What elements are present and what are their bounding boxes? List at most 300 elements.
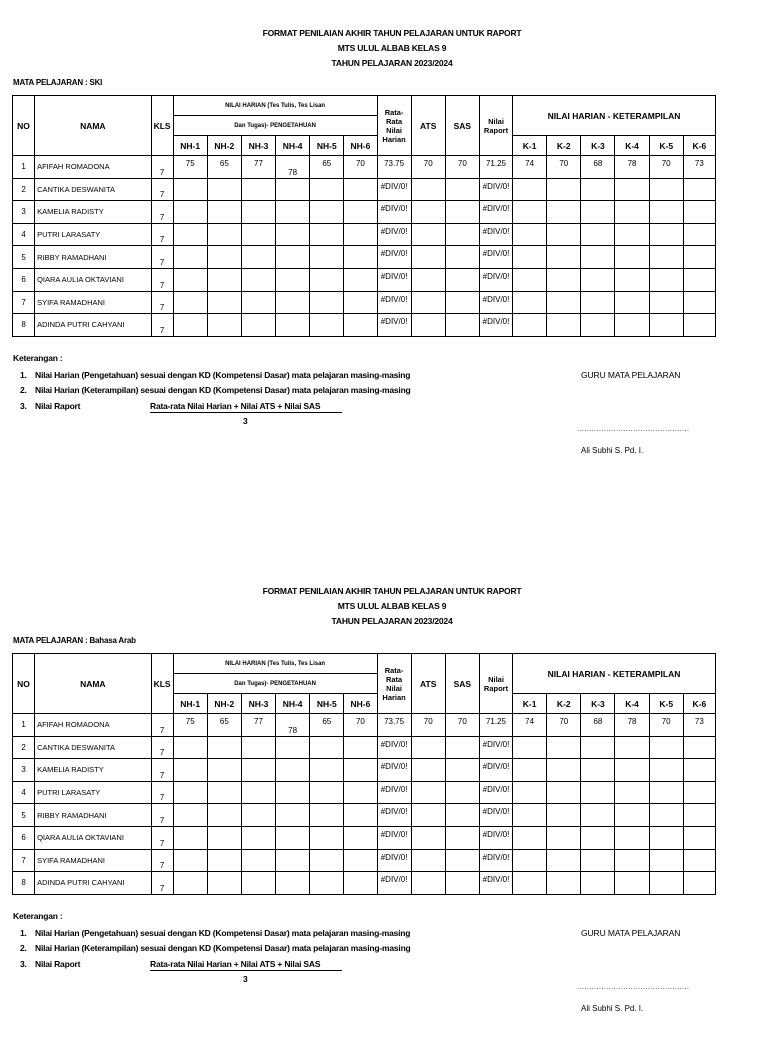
k-3-cell[interactable] (581, 826, 615, 849)
raport-cell[interactable]: #DIV/0! (479, 804, 512, 827)
k-3-cell[interactable] (581, 246, 615, 269)
k-3-cell[interactable] (581, 178, 615, 201)
sas-cell[interactable] (445, 178, 479, 201)
sas-cell[interactable] (445, 736, 479, 759)
sas-cell[interactable] (445, 268, 479, 291)
k-2-cell[interactable] (547, 781, 581, 804)
row-number[interactable]: 5 (13, 804, 35, 827)
k-6-cell[interactable] (683, 268, 715, 291)
student-name[interactable]: CANTIKA DESWANITA (35, 736, 151, 759)
raport-cell[interactable]: #DIV/0! (479, 872, 512, 895)
student-name[interactable]: SYIFA RAMADHANI (35, 291, 151, 314)
nh-6-cell[interactable] (344, 223, 377, 246)
student-name[interactable]: KAMELIA RADISTY (35, 759, 151, 782)
nh-2-cell[interactable] (207, 223, 241, 246)
nh-3-cell[interactable] (241, 849, 275, 872)
k-2-cell[interactable] (547, 178, 581, 201)
nh-2-cell[interactable] (207, 201, 241, 224)
class-cell[interactable]: 7 (151, 178, 173, 201)
row-number[interactable]: 2 (13, 178, 35, 201)
nh-4-cell[interactable] (276, 804, 310, 827)
k-5-cell[interactable] (649, 826, 683, 849)
nh-3-cell[interactable] (241, 201, 275, 224)
k-4-cell[interactable] (615, 736, 649, 759)
nh-1-cell[interactable] (173, 849, 207, 872)
k-1-cell[interactable] (513, 849, 547, 872)
nh-6-cell[interactable] (344, 736, 377, 759)
k-6-cell[interactable] (683, 826, 715, 849)
nh-5-cell[interactable] (310, 178, 344, 201)
nh-4-cell[interactable] (276, 268, 310, 291)
k-6-cell[interactable] (683, 804, 715, 827)
k-1-cell[interactable] (513, 246, 547, 269)
nh-1-cell[interactable] (173, 781, 207, 804)
nh-5-cell[interactable] (310, 201, 344, 224)
nh-6-cell[interactable] (344, 291, 377, 314)
nh-6-cell[interactable]: 70 (344, 156, 377, 179)
rata-cell[interactable]: #DIV/0! (377, 246, 411, 269)
class-cell[interactable]: 7 (151, 804, 173, 827)
row-number[interactable]: 6 (13, 826, 35, 849)
k-4-cell[interactable] (615, 178, 649, 201)
rata-cell[interactable]: #DIV/0! (377, 736, 411, 759)
k-5-cell[interactable] (649, 759, 683, 782)
nh-2-cell[interactable] (207, 314, 241, 337)
raport-cell[interactable]: #DIV/0! (479, 268, 512, 291)
raport-cell[interactable]: #DIV/0! (479, 246, 512, 269)
sas-cell[interactable] (445, 872, 479, 895)
rata-cell[interactable]: 73.75 (377, 156, 411, 179)
nh-2-cell[interactable] (207, 268, 241, 291)
class-cell[interactable]: 7 (151, 291, 173, 314)
nh-1-cell[interactable]: 75 (173, 156, 207, 179)
row-number[interactable]: 1 (13, 156, 35, 179)
nh-5-cell[interactable] (310, 291, 344, 314)
nh-1-cell[interactable] (173, 826, 207, 849)
sas-cell[interactable] (445, 759, 479, 782)
ats-cell[interactable]: 70 (411, 714, 445, 737)
sas-cell[interactable] (445, 314, 479, 337)
k-2-cell[interactable] (547, 872, 581, 895)
ats-cell[interactable]: 70 (411, 156, 445, 179)
nh-6-cell[interactable] (344, 872, 377, 895)
sas-cell[interactable] (445, 246, 479, 269)
ats-cell[interactable] (411, 759, 445, 782)
k-1-cell[interactable] (513, 201, 547, 224)
k-5-cell[interactable]: 70 (649, 156, 683, 179)
rata-cell[interactable]: #DIV/0! (377, 178, 411, 201)
nh-2-cell[interactable] (207, 826, 241, 849)
row-number[interactable]: 5 (13, 246, 35, 269)
k-6-cell[interactable] (683, 246, 715, 269)
k-2-cell[interactable] (547, 268, 581, 291)
k-4-cell[interactable] (615, 201, 649, 224)
nh-2-cell[interactable] (207, 736, 241, 759)
row-number[interactable]: 8 (13, 314, 35, 337)
nh-5-cell[interactable] (310, 849, 344, 872)
nh-2-cell[interactable] (207, 781, 241, 804)
ats-cell[interactable] (411, 178, 445, 201)
nh-6-cell[interactable] (344, 849, 377, 872)
sas-cell[interactable] (445, 201, 479, 224)
row-number[interactable]: 4 (13, 223, 35, 246)
k-2-cell[interactable] (547, 246, 581, 269)
ats-cell[interactable] (411, 291, 445, 314)
nh-1-cell[interactable] (173, 246, 207, 269)
nh-5-cell[interactable] (310, 872, 344, 895)
raport-cell[interactable]: #DIV/0! (479, 826, 512, 849)
nh-2-cell[interactable] (207, 178, 241, 201)
student-name[interactable]: QIARA AULIA OKTAVIANI (35, 268, 151, 291)
rata-cell[interactable]: #DIV/0! (377, 759, 411, 782)
sas-cell[interactable] (445, 804, 479, 827)
nh-4-cell[interactable] (276, 246, 310, 269)
k-4-cell[interactable]: 78 (615, 156, 649, 179)
nh-5-cell[interactable] (310, 759, 344, 782)
row-number[interactable]: 1 (13, 714, 35, 737)
nh-5-cell[interactable]: 65 (310, 714, 344, 737)
raport-cell[interactable]: #DIV/0! (479, 849, 512, 872)
sas-cell[interactable] (445, 781, 479, 804)
nh-4-cell[interactable] (276, 736, 310, 759)
k-2-cell[interactable] (547, 826, 581, 849)
row-number[interactable]: 7 (13, 291, 35, 314)
ats-cell[interactable] (411, 804, 445, 827)
row-number[interactable]: 3 (13, 759, 35, 782)
class-cell[interactable]: 7 (151, 201, 173, 224)
student-name[interactable]: ADINDA PUTRI CAHYANI (35, 872, 151, 895)
nh-1-cell[interactable] (173, 804, 207, 827)
k-3-cell[interactable] (581, 736, 615, 759)
nh-4-cell[interactable] (276, 201, 310, 224)
nh-6-cell[interactable] (344, 246, 377, 269)
k-5-cell[interactable] (649, 246, 683, 269)
nh-5-cell[interactable] (310, 826, 344, 849)
ats-cell[interactable] (411, 268, 445, 291)
nh-4-cell[interactable] (276, 223, 310, 246)
k-4-cell[interactable] (615, 268, 649, 291)
row-number[interactable]: 4 (13, 781, 35, 804)
sas-cell[interactable]: 70 (445, 714, 479, 737)
ats-cell[interactable] (411, 314, 445, 337)
k-4-cell[interactable] (615, 781, 649, 804)
nh-3-cell[interactable] (241, 314, 275, 337)
k-6-cell[interactable] (683, 849, 715, 872)
nh-3-cell[interactable] (241, 781, 275, 804)
k-2-cell[interactable] (547, 314, 581, 337)
rata-cell[interactable]: #DIV/0! (377, 826, 411, 849)
k-4-cell[interactable] (615, 291, 649, 314)
row-number[interactable]: 8 (13, 872, 35, 895)
nh-2-cell[interactable] (207, 291, 241, 314)
nh-3-cell[interactable] (241, 178, 275, 201)
nh-4-cell[interactable] (276, 314, 310, 337)
nh-2-cell[interactable] (207, 849, 241, 872)
nh-4-cell[interactable] (276, 826, 310, 849)
k-4-cell[interactable] (615, 759, 649, 782)
k-3-cell[interactable] (581, 201, 615, 224)
student-name[interactable]: AFIFAH ROMADONA (35, 156, 151, 179)
nh-3-cell[interactable] (241, 872, 275, 895)
k-5-cell[interactable] (649, 178, 683, 201)
nh-4-cell[interactable] (276, 872, 310, 895)
k-5-cell[interactable] (649, 314, 683, 337)
rata-cell[interactable]: #DIV/0! (377, 872, 411, 895)
k-4-cell[interactable] (615, 804, 649, 827)
k-1-cell[interactable] (513, 291, 547, 314)
k-3-cell[interactable] (581, 268, 615, 291)
nh-6-cell[interactable] (344, 268, 377, 291)
raport-cell[interactable]: #DIV/0! (479, 178, 512, 201)
nh-1-cell[interactable] (173, 223, 207, 246)
k-5-cell[interactable] (649, 201, 683, 224)
sas-cell[interactable] (445, 826, 479, 849)
k-6-cell[interactable] (683, 223, 715, 246)
k-5-cell[interactable] (649, 736, 683, 759)
nh-1-cell[interactable] (173, 759, 207, 782)
class-cell[interactable]: 7 (151, 268, 173, 291)
nh-6-cell[interactable] (344, 804, 377, 827)
nh-1-cell[interactable] (173, 872, 207, 895)
k-5-cell[interactable]: 70 (649, 714, 683, 737)
nh-3-cell[interactable] (241, 246, 275, 269)
class-cell[interactable]: 7 (151, 314, 173, 337)
nh-6-cell[interactable] (344, 759, 377, 782)
raport-cell[interactable]: #DIV/0! (479, 314, 512, 337)
k-1-cell[interactable] (513, 804, 547, 827)
nh-4-cell[interactable]: 78 (276, 714, 310, 737)
k-1-cell[interactable] (513, 223, 547, 246)
k-6-cell[interactable] (683, 291, 715, 314)
student-name[interactable]: RIBBY RAMADHANI (35, 246, 151, 269)
nh-6-cell[interactable]: 70 (344, 714, 377, 737)
nh-6-cell[interactable] (344, 781, 377, 804)
ats-cell[interactable] (411, 849, 445, 872)
class-cell[interactable]: 7 (151, 246, 173, 269)
k-2-cell[interactable] (547, 759, 581, 782)
k-1-cell[interactable] (513, 736, 547, 759)
rata-cell[interactable]: #DIV/0! (377, 314, 411, 337)
k-1-cell[interactable] (513, 314, 547, 337)
row-number[interactable]: 6 (13, 268, 35, 291)
sas-cell[interactable] (445, 291, 479, 314)
ats-cell[interactable] (411, 781, 445, 804)
raport-cell[interactable]: #DIV/0! (479, 781, 512, 804)
class-cell[interactable]: 7 (151, 781, 173, 804)
k-2-cell[interactable]: 70 (547, 156, 581, 179)
k-2-cell[interactable] (547, 291, 581, 314)
nh-3-cell[interactable]: 77 (241, 156, 275, 179)
k-4-cell[interactable] (615, 246, 649, 269)
k-4-cell[interactable]: 78 (615, 714, 649, 737)
nh-3-cell[interactable] (241, 223, 275, 246)
student-name[interactable]: PUTRI LARASATY (35, 781, 151, 804)
k-5-cell[interactable] (649, 849, 683, 872)
sas-cell[interactable] (445, 223, 479, 246)
raport-cell[interactable]: #DIV/0! (479, 759, 512, 782)
k-1-cell[interactable] (513, 781, 547, 804)
k-5-cell[interactable] (649, 804, 683, 827)
k-3-cell[interactable] (581, 291, 615, 314)
student-name[interactable]: QIARA AULIA OKTAVIANI (35, 826, 151, 849)
k-3-cell[interactable] (581, 223, 615, 246)
raport-cell[interactable]: 71.25 (479, 714, 512, 737)
k-5-cell[interactable] (649, 223, 683, 246)
k-3-cell[interactable] (581, 759, 615, 782)
k-2-cell[interactable] (547, 736, 581, 759)
k-1-cell[interactable]: 74 (513, 156, 547, 179)
k-1-cell[interactable] (513, 759, 547, 782)
k-2-cell[interactable] (547, 849, 581, 872)
student-name[interactable]: RIBBY RAMADHANI (35, 804, 151, 827)
k-3-cell[interactable] (581, 804, 615, 827)
k-3-cell[interactable] (581, 781, 615, 804)
k-4-cell[interactable] (615, 314, 649, 337)
k-4-cell[interactable] (615, 223, 649, 246)
nh-5-cell[interactable] (310, 223, 344, 246)
k-1-cell[interactable] (513, 178, 547, 201)
k-1-cell[interactable] (513, 268, 547, 291)
rata-cell[interactable]: #DIV/0! (377, 223, 411, 246)
nh-1-cell[interactable] (173, 291, 207, 314)
nh-2-cell[interactable]: 65 (207, 714, 241, 737)
row-number[interactable]: 3 (13, 201, 35, 224)
raport-cell[interactable]: #DIV/0! (479, 291, 512, 314)
k-6-cell[interactable] (683, 201, 715, 224)
nh-6-cell[interactable] (344, 826, 377, 849)
k-6-cell[interactable] (683, 759, 715, 782)
raport-cell[interactable]: 71.25 (479, 156, 512, 179)
k-2-cell[interactable]: 70 (547, 714, 581, 737)
k-3-cell[interactable]: 68 (581, 156, 615, 179)
nh-2-cell[interactable] (207, 872, 241, 895)
rata-cell[interactable]: #DIV/0! (377, 849, 411, 872)
student-name[interactable]: PUTRI LARASATY (35, 223, 151, 246)
k-3-cell[interactable]: 68 (581, 714, 615, 737)
k-3-cell[interactable] (581, 872, 615, 895)
rata-cell[interactable]: #DIV/0! (377, 201, 411, 224)
k-6-cell[interactable] (683, 872, 715, 895)
nh-3-cell[interactable]: 77 (241, 714, 275, 737)
nh-4-cell[interactable] (276, 291, 310, 314)
sas-cell[interactable] (445, 849, 479, 872)
class-cell[interactable]: 7 (151, 156, 173, 179)
nh-5-cell[interactable] (310, 314, 344, 337)
student-name[interactable]: ADINDA PUTRI CAHYANI (35, 314, 151, 337)
nh-5-cell[interactable]: 65 (310, 156, 344, 179)
k-2-cell[interactable] (547, 804, 581, 827)
nh-5-cell[interactable] (310, 781, 344, 804)
ats-cell[interactable] (411, 201, 445, 224)
k-6-cell[interactable] (683, 736, 715, 759)
nh-3-cell[interactable] (241, 759, 275, 782)
class-cell[interactable]: 7 (151, 849, 173, 872)
raport-cell[interactable]: #DIV/0! (479, 223, 512, 246)
nh-3-cell[interactable] (241, 291, 275, 314)
class-cell[interactable]: 7 (151, 736, 173, 759)
nh-4-cell[interactable] (276, 759, 310, 782)
class-cell[interactable]: 7 (151, 826, 173, 849)
k-6-cell[interactable] (683, 178, 715, 201)
k-5-cell[interactable] (649, 872, 683, 895)
nh-6-cell[interactable] (344, 201, 377, 224)
k-1-cell[interactable] (513, 826, 547, 849)
nh-2-cell[interactable] (207, 246, 241, 269)
k-4-cell[interactable] (615, 872, 649, 895)
nh-1-cell[interactable] (173, 268, 207, 291)
rata-cell[interactable]: 73.75 (377, 714, 411, 737)
k-3-cell[interactable] (581, 314, 615, 337)
k-3-cell[interactable] (581, 849, 615, 872)
row-number[interactable]: 7 (13, 849, 35, 872)
ats-cell[interactable] (411, 736, 445, 759)
k-6-cell[interactable]: 73 (683, 156, 715, 179)
ats-cell[interactable] (411, 223, 445, 246)
k-2-cell[interactable] (547, 223, 581, 246)
rata-cell[interactable]: #DIV/0! (377, 804, 411, 827)
nh-5-cell[interactable] (310, 736, 344, 759)
student-name[interactable]: CANTIKA DESWANITA (35, 178, 151, 201)
nh-1-cell[interactable] (173, 314, 207, 337)
k-6-cell[interactable] (683, 781, 715, 804)
row-number[interactable]: 2 (13, 736, 35, 759)
nh-5-cell[interactable] (310, 804, 344, 827)
k-4-cell[interactable] (615, 826, 649, 849)
nh-2-cell[interactable] (207, 804, 241, 827)
k-5-cell[interactable] (649, 291, 683, 314)
k-6-cell[interactable]: 73 (683, 714, 715, 737)
k-6-cell[interactable] (683, 314, 715, 337)
nh-6-cell[interactable] (344, 178, 377, 201)
nh-6-cell[interactable] (344, 314, 377, 337)
nh-1-cell[interactable] (173, 178, 207, 201)
nh-1-cell[interactable] (173, 736, 207, 759)
nh-4-cell[interactable] (276, 781, 310, 804)
raport-cell[interactable]: #DIV/0! (479, 201, 512, 224)
nh-3-cell[interactable] (241, 736, 275, 759)
nh-3-cell[interactable] (241, 826, 275, 849)
nh-5-cell[interactable] (310, 268, 344, 291)
class-cell[interactable]: 7 (151, 714, 173, 737)
raport-cell[interactable]: #DIV/0! (479, 736, 512, 759)
nh-1-cell[interactable] (173, 201, 207, 224)
k-1-cell[interactable] (513, 872, 547, 895)
ats-cell[interactable] (411, 246, 445, 269)
k-5-cell[interactable] (649, 268, 683, 291)
class-cell[interactable]: 7 (151, 872, 173, 895)
nh-4-cell[interactable] (276, 178, 310, 201)
nh-2-cell[interactable]: 65 (207, 156, 241, 179)
k-5-cell[interactable] (649, 781, 683, 804)
student-name[interactable]: SYIFA RAMADHANI (35, 849, 151, 872)
rata-cell[interactable]: #DIV/0! (377, 781, 411, 804)
ats-cell[interactable] (411, 872, 445, 895)
ats-cell[interactable] (411, 826, 445, 849)
student-name[interactable]: AFIFAH ROMADONA (35, 714, 151, 737)
nh-3-cell[interactable] (241, 804, 275, 827)
nh-1-cell[interactable]: 75 (173, 714, 207, 737)
nh-4-cell[interactable] (276, 849, 310, 872)
student-name[interactable]: KAMELIA RADISTY (35, 201, 151, 224)
nh-2-cell[interactable] (207, 759, 241, 782)
k-4-cell[interactable] (615, 849, 649, 872)
class-cell[interactable]: 7 (151, 223, 173, 246)
class-cell[interactable]: 7 (151, 759, 173, 782)
nh-5-cell[interactable] (310, 246, 344, 269)
rata-cell[interactable]: #DIV/0! (377, 291, 411, 314)
nh-3-cell[interactable] (241, 268, 275, 291)
sas-cell[interactable]: 70 (445, 156, 479, 179)
